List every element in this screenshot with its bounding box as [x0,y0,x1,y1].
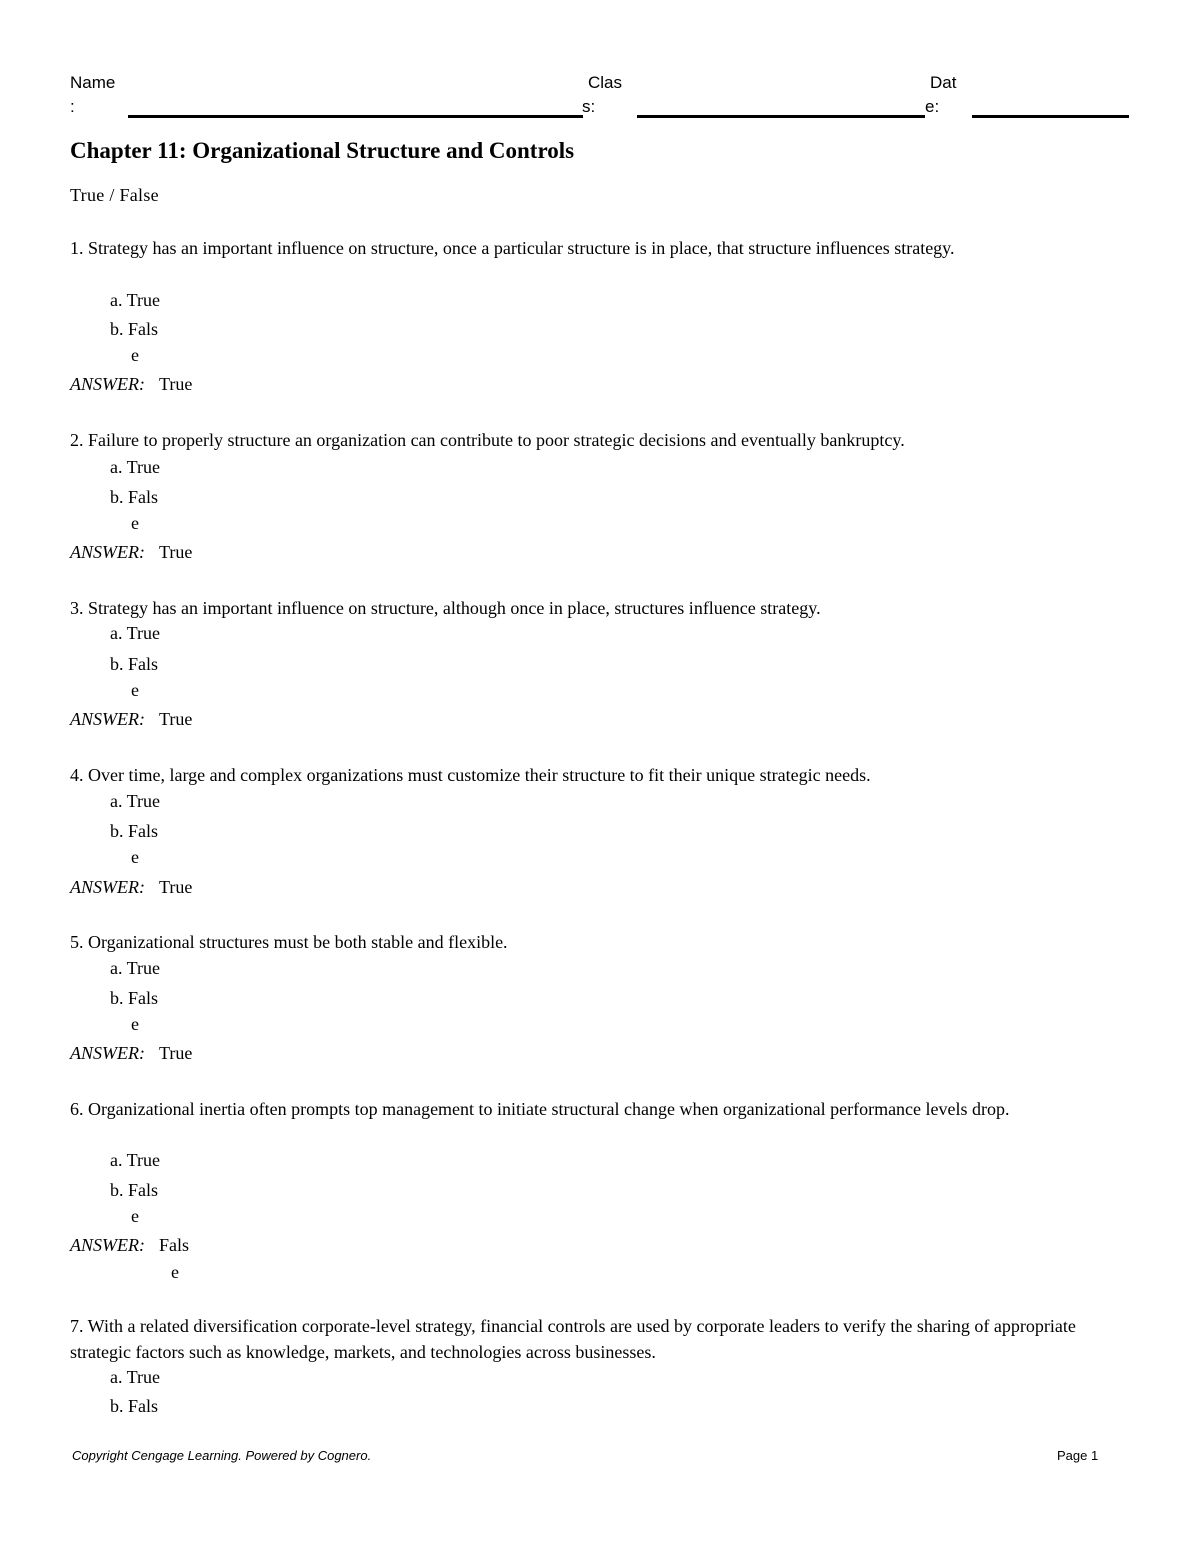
name-label-bottom: : [70,97,75,116]
question-text: 2. Failure to properly structure an organization can contribute to poor strategic decisions and eventually bankruptcy. [70,430,905,450]
page-title: Chapter 11: Organizational Structure and Controls [70,138,575,163]
question-text: 3. Strategy has an important influence on structure, although once in place, structures influence strategy. [70,598,821,618]
answer-line [70,542,192,563]
date-label-top: Dat [930,73,957,92]
answer-value: True [158,374,193,394]
answer-line [70,1043,192,1064]
option-b-wrap: e [131,1014,139,1034]
option-b: b. Fals [110,319,159,339]
answer-value: True [158,877,193,897]
class-label-bottom: s: [582,97,596,116]
answer-line [70,1235,189,1256]
option-b: b. Fals [110,1180,159,1200]
option-b-wrap: e [131,513,139,533]
answer-label: ANSWER: [70,1235,145,1255]
answer-line [70,877,192,898]
answer-line [70,374,192,395]
answer-label: ANSWER: [70,1043,145,1063]
footer-copyright: Copyright Cengage Learning. Powered by Cognero. [72,1448,372,1463]
option-a: a. True [110,623,161,643]
option-a: a. True [110,791,161,811]
date-label-bottom: e: [925,97,940,116]
answer-line [70,709,192,730]
option-a: a. True [110,290,161,310]
option-b-wrap: e [131,847,139,867]
option-b-wrap: e [131,680,139,700]
option-b: b. Fals [110,487,159,507]
answer-value: True [158,542,193,562]
answer-label: ANSWER: [70,542,145,562]
question-text: 4. Over time, large and complex organizations must customize their structure to fit their unique strategic needs. [70,765,871,785]
class-label-top: Clas [588,73,623,92]
question-text: 5. Organizational structures must be both stable and flexible. [70,932,508,952]
answer-value: Fals [158,1235,189,1255]
option-a: a. True [110,1367,161,1387]
question-text: 7. With a related diversification corporate-level strategy, financial controls are used by corporate leaders to verify the sharing of appropriate strategic factors such as knowledge, markets, and technologies across businesses. [70,1316,1076,1362]
answer-label: ANSWER: [70,877,145,897]
class-input-line[interactable] [637,115,925,118]
name-input-line[interactable] [128,115,583,118]
answer-label: ANSWER: [70,374,145,394]
question-text: 6. Organizational inertia often prompts top management to initiate structural change when organizational performance levels drop. [70,1099,1010,1119]
option-b-wrap: e [131,1206,139,1226]
option-a: a. True [110,1150,161,1170]
option-b-wrap: e [131,345,139,365]
date-input-line[interactable] [972,115,1129,118]
question-text: 1. Strategy has an important influence on structure, once a particular structure is in place, that structure influences strategy. [70,238,955,258]
option-b: b. Fals [110,1396,159,1416]
option-b: b. Fals [110,654,159,674]
answer-value: True [158,709,193,729]
name-label-top: Name [70,73,116,92]
footer-page-number: Page 1 [1057,1448,1099,1463]
option-b: b. Fals [110,988,159,1008]
answer-value-wrap: e [171,1262,179,1282]
option-a: a. True [110,457,161,477]
option-b: b. Fals [110,821,159,841]
answer-value: True [158,1043,193,1063]
option-a: a. True [110,958,161,978]
section-heading: True / False [70,185,159,205]
answer-label: ANSWER: [70,709,145,729]
